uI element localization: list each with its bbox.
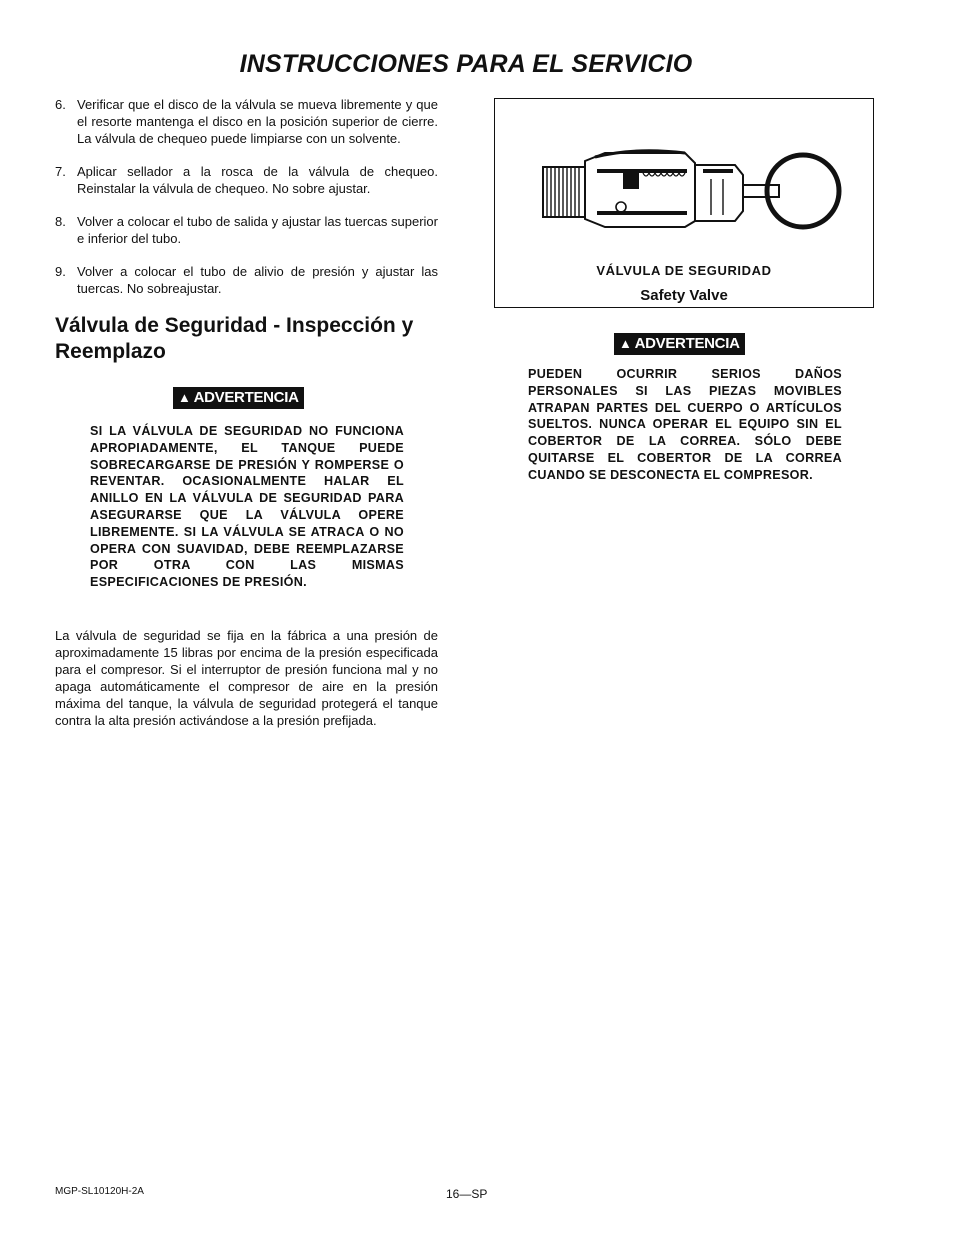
warning-badge-label: ADVERTENCIA (634, 335, 740, 352)
warning-badge-label: ADVERTENCIA (193, 389, 299, 406)
service-steps (55, 96, 438, 297)
step-text: Volver a colocar el tubo de salida y ajustar las tuercas superior e inferior del tubo. (77, 214, 438, 246)
list-item (55, 213, 438, 247)
warning-triangle-icon: ▲ (178, 390, 191, 405)
list-item (55, 163, 438, 197)
figure-caption-english: Safety Valve (640, 287, 728, 304)
step-text: Verificar que el disco de la válvula se mueva libremente y que el resorte mantenga el disco en la posición superior de cierre. La válvula de chequeo puede limpiarse con un solvente. (77, 97, 438, 146)
list-item (55, 96, 438, 147)
step-text: Aplicar sellador a la rosca de la válvula de chequeo. Reinstalar la válvula de chequeo. No sobre ajustar. (77, 164, 438, 196)
step-number: 9. (55, 264, 66, 279)
page-number: 16—SP (446, 1187, 488, 1201)
body-paragraph: La válvula de seguridad se fija en la fábrica a una presión de aproximadamente 15 libras por encima de la presión especificada para el compresor. Si el interruptor de presión funciona mal y no apaga automáticamente el compresor de aire en la presión máxima del tanque, la válvula de seguridad protegerá el tanque contra la alta presión activándose a la presión prefijada. (55, 627, 438, 728)
document-code: MGP-SL10120H-2A (55, 1186, 144, 1197)
list-item (55, 263, 438, 297)
step-number: 7. (55, 164, 66, 179)
left-column (55, 96, 438, 742)
page-title: INSTRUCCIONES PARA EL SERVICIO (239, 50, 693, 78)
warning-triangle-icon: ▲ (619, 336, 632, 351)
safety-valve-illustration (535, 139, 845, 249)
warning-text-left: SI LA VÁLVULA DE SEGURIDAD NO FUNCIONA APROPIADAMENTE, EL TANQUE PUEDE SOBRECARGARSE DE PRESIÓN Y ROMPERSE O REVENTAR. OCASIONALMENTE HALAR EL ANILLO EN LA VÁLVULA DE SEGURIDAD PARA ASEGURARSE QUE LA VÁLVULA OPERE LIBREMENTE. SI LA VÁLVULA SE ATRACA O NO OPERA CON SUAVIDAD, DEBE REEMPLAZARSE POR OTRA CON LAS MISMAS ESPECIFICACIONES DE PRESIÓN. (90, 424, 404, 590)
step-number: 6. (55, 97, 66, 112)
step-text: Volver a colocar el tubo de alivio de presión y ajustar las tuercas. No sobreajustar. (77, 264, 438, 296)
figure-caption-spanish: VÁLVULA DE SEGURIDAD (596, 263, 772, 278)
warning-badge-right (614, 333, 745, 355)
warning-badge-left (173, 387, 438, 409)
step-number: 8. (55, 214, 66, 229)
safety-valve-figure (494, 98, 874, 308)
section-heading: Válvula de Seguridad - Inspección y Reemplazo (55, 314, 414, 363)
warning-text-right: PUEDEN OCURRIR SERIOS DAÑOS PERSONALES SI LAS PIEZAS MOVIBLES ATRAPAN PARTES DEL CUERPO O ARTÍCULOS SUELTOS. NUNCA OPERAR EL EQUIPO SIN EL COBERTOR DE LA CORREA. SÓLO DEBE QUITARSE EL COBERTOR DE LA CORREA CUANDO SE DESCONECTA EL COMPRESOR. (528, 367, 842, 482)
